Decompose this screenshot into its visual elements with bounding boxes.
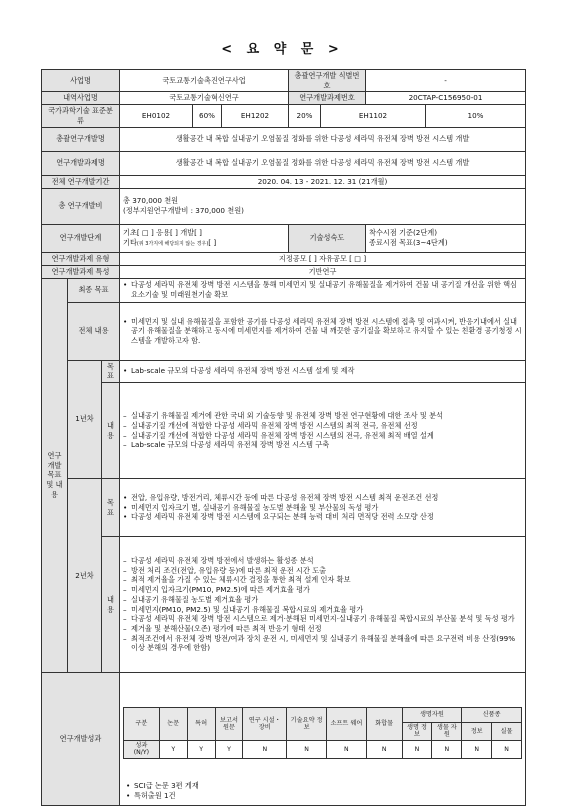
- h-bio-info: 생명 정보: [402, 723, 432, 741]
- h-paper: 논문: [159, 708, 187, 741]
- h-kind: 구분: [124, 708, 160, 741]
- year1-item: – 실내공기 유해물질 제거에 관한 국내 외 기술동향 및 유전체 장벽 방전 연구현황에 대한 조사 및 분석: [123, 411, 522, 421]
- year1-item: – 실내공기질 개선에 적합한 다공성 세라믹 유전체 장벽 방전 시스템의 전극, 유전체 최적 배열 설계: [123, 431, 522, 441]
- results-table: [123, 707, 522, 759]
- task-number-label: 연구개발과제번호: [289, 92, 366, 105]
- id-label: 총괄연구개발 식별번호: [289, 70, 366, 92]
- stage-other: 기타: [123, 238, 137, 248]
- task-number-value: 20CTAP-C156950-01: [366, 92, 526, 105]
- h-report: 보고서 원문: [215, 708, 243, 741]
- r-value: Y: [215, 740, 243, 758]
- year1-label: 1년차: [68, 360, 102, 478]
- r-value: N: [492, 740, 522, 758]
- stage-note: (위 3가지에 해당되지 않는 경우): [136, 241, 209, 248]
- h-var-info: 정보: [462, 723, 492, 741]
- page-title: < 요 약 문 >: [221, 42, 344, 57]
- year1-content: [120, 383, 526, 479]
- class-code-3: EH1102: [321, 105, 426, 127]
- business-value: 국토교통기술촉진연구사업: [120, 70, 289, 92]
- final-goal: [120, 278, 526, 302]
- stage-line-2: [123, 238, 285, 248]
- h-compound: 화합물: [366, 708, 402, 741]
- class-code-2: EH1202: [222, 105, 289, 127]
- year2-item: – 방전 처리 조건(전압, 유입유량 등)에 따른 최적 운전 시간 도출: [123, 566, 522, 576]
- overall-content: [120, 302, 526, 360]
- year1-goal: [120, 360, 526, 382]
- results-bullet: • SCI급 논문 3편 게재: [126, 781, 522, 791]
- final-goal-label: 최종 목표: [68, 278, 120, 302]
- results-label: 연구개발성과: [42, 673, 120, 806]
- h-var-real: 실물: [492, 723, 522, 741]
- year2-goal: • 미세먼지 입자크기 별, 실내공기 유해물질 농도별 분해율 및 부산물의 독성 평가: [123, 503, 522, 513]
- year2-content: [120, 537, 526, 673]
- year2-label: 2년차: [68, 479, 102, 673]
- h-bio-res: 생물 자원: [432, 723, 462, 741]
- r-label: 성과 (N/Y): [124, 740, 160, 758]
- results-bullet: • 특허출원 1건: [126, 791, 522, 801]
- stage-line-1: 기초[ □ ] 응용[ ] 개발[ ]: [123, 228, 202, 238]
- stage-value: [120, 224, 289, 252]
- class-code-1: EH0102: [120, 105, 193, 127]
- class-ratio-3: 10%: [426, 105, 526, 127]
- period-value: 2020. 04. 13 - 2021. 12. 31 (21개월): [120, 175, 526, 188]
- year1-content-label: 내용: [102, 383, 120, 479]
- maturity-label: 기술성숙도: [289, 224, 366, 252]
- year2-goal: • 전압, 유입유량, 방전거리, 체류시간 등에 따른 다공성 유전체 장벽 방전 시스템 최적 운전조건 선정: [123, 493, 522, 503]
- maturity-line-2: 종료시점 목표(3~4단계): [369, 238, 448, 248]
- class-ratio-2: 20%: [289, 105, 321, 127]
- h-summary: 기술요약 정보: [287, 708, 327, 741]
- trait-value: 기반연구: [120, 265, 526, 278]
- maturity-value: [366, 224, 526, 252]
- year2-goal-label: 목표: [102, 479, 120, 537]
- stage-bracket: [ ]: [208, 238, 217, 248]
- stage-label: 연구개발단계: [42, 224, 120, 252]
- type-value: 지정공모 [ ] 자유공모 [ □ ]: [120, 252, 526, 265]
- id-value: -: [366, 70, 526, 92]
- budget-value: [120, 188, 526, 224]
- year2-item: – 다공성 세라믹 유전체 장벽 방전에서 발생하는 활성종 분석: [123, 556, 522, 566]
- year2-goals: [120, 479, 526, 537]
- period-label: 전체 연구개발기간: [42, 175, 120, 188]
- budget-label: 총 연구개발비: [42, 188, 120, 224]
- year2-content-label: 내용: [102, 537, 120, 673]
- results-bullets: [123, 781, 522, 800]
- h-facility: 연구 시설・장비: [243, 708, 287, 741]
- year2-item: – 최적 제거율을 가질 수 있는 체류시간 결정을 통한 최적 설계 인자 확보: [123, 575, 522, 585]
- r-value: Y: [159, 740, 187, 758]
- business-label: 사업명: [42, 70, 120, 92]
- trait-label: 연구개발과제 특성: [42, 265, 120, 278]
- r-value: N: [366, 740, 402, 758]
- classification-label: 국가과학기술 표준분류: [42, 105, 120, 127]
- year2-item: – 다공성 세라믹 유전체 장벽 방전 시스템으로 제거·분해된 미세먼지·실내공기 유해물질 복합시료의 부산물 분석 및 독성 평가: [123, 614, 522, 624]
- results-content: [120, 673, 526, 806]
- final-goal-text: • 다공성 세라믹 유전체 장벽 방전 시스템을 통해 미세먼지 및 실내공기 유해물질을 제거하여 건물 내 공기질 개선을 위한 핵심요소기술 및 미래원천기술 확보: [123, 280, 522, 299]
- overall-text: • 미세먼지 및 실내 유해물질을 포함한 공기를 다공성 세라믹 유전체 장벽 방전 시스템에 접촉 및 여과시켜, 반응기내에서 실내공기 유해물질을 분해하고 동시에 미세먼지를 제거하여 건물 내 깨끗한 공기질을 확보하고 유지할 수 있는 친환경 공기청정 시스템을 개발하고자 함.: [123, 317, 522, 346]
- year1-item: – 실내공기질 개선에 적합한 다공성 세라믹 유전체 장벽 방전 시스템의 최적 전극, 유전체 선정: [123, 421, 522, 431]
- total-name-value: 생활공간 내 복합 실내공기 오염물질 정화를 위한 다공성 세라믹 유전체 장벽 방전 시스템 개발: [120, 127, 526, 151]
- r-value: Y: [187, 740, 215, 758]
- task-name-value: 생활공간 내 복합 실내공기 오염물질 정화를 위한 다공성 세라믹 유전체 장벽 방전 시스템 개발: [120, 151, 526, 175]
- type-label: 연구개발과제 유형: [42, 252, 120, 265]
- r-value: N: [462, 740, 492, 758]
- year2-item: – 최적조건에서 유전체 장벽 방전/여과 장치 운전 시, 미세먼지 및 실내공기 유해물질 분해율에 따른 요구전력 비용 산정(99% 이상 분해의 경우에 한함): [123, 634, 522, 653]
- h-variety: 신품종: [462, 708, 522, 723]
- h-software: 소프트 웨어: [326, 708, 366, 741]
- summary-table: [41, 69, 526, 806]
- r-value: N: [326, 740, 366, 758]
- year1-goal-label: 목표: [102, 360, 120, 382]
- h-patent: 특허: [187, 708, 215, 741]
- overall-label: 전체 내용: [68, 302, 120, 360]
- h-bio: 생명자원: [402, 708, 462, 723]
- year2-item: – 미세먼지 입자크기(PM10, PM2.5)에 따른 제거효율 평가: [123, 585, 522, 595]
- maturity-line-1: 착수시점 기준(2단계): [369, 228, 438, 238]
- r-value: N: [243, 740, 287, 758]
- r-value: N: [402, 740, 432, 758]
- sub-business-value: 국토교통기술혁신연구: [120, 92, 289, 105]
- r-value: N: [432, 740, 462, 758]
- content-side-label: 연구 개발 목표 및 내용: [42, 278, 68, 672]
- budget-line-2: (정부지원연구개발비 : 370,000 천원): [123, 206, 244, 216]
- year2-item: – 실내공기 유해물질 농도별 제거효율 평가: [123, 595, 522, 605]
- year2-item: – 미세먼지(PM10, PM2.5) 및 실내공기 유해물질 복합시료의 제거효율 평가: [123, 605, 522, 615]
- budget-line-1: 총 370,000 천원: [123, 196, 179, 206]
- r-value: N: [287, 740, 327, 758]
- year2-goal: • 다공성 세라믹 유전체 장벽 방전 시스템에 요구되는 분해 능력 대비 처리 면적당 전력 소모량 산정: [123, 512, 522, 522]
- year2-item: – 제거율 및 분해산물(오존) 평가에 따른 최적 반응기 형태 선정: [123, 624, 522, 634]
- year1-item: – Lab-scale 규모의 다공성 세라믹 유전체 장벽 방전 시스템 구축: [123, 440, 522, 450]
- year1-goal-text: • Lab-scale 규모의 다공성 세라믹 유전체 장벽 방전 시스템 설계 및 제작: [123, 366, 522, 376]
- total-name-label: 총괄연구개발명: [42, 127, 120, 151]
- sub-business-label: 내역사업명: [42, 92, 120, 105]
- class-ratio-1: 60%: [193, 105, 222, 127]
- task-name-label: 연구개발과제명: [42, 151, 120, 175]
